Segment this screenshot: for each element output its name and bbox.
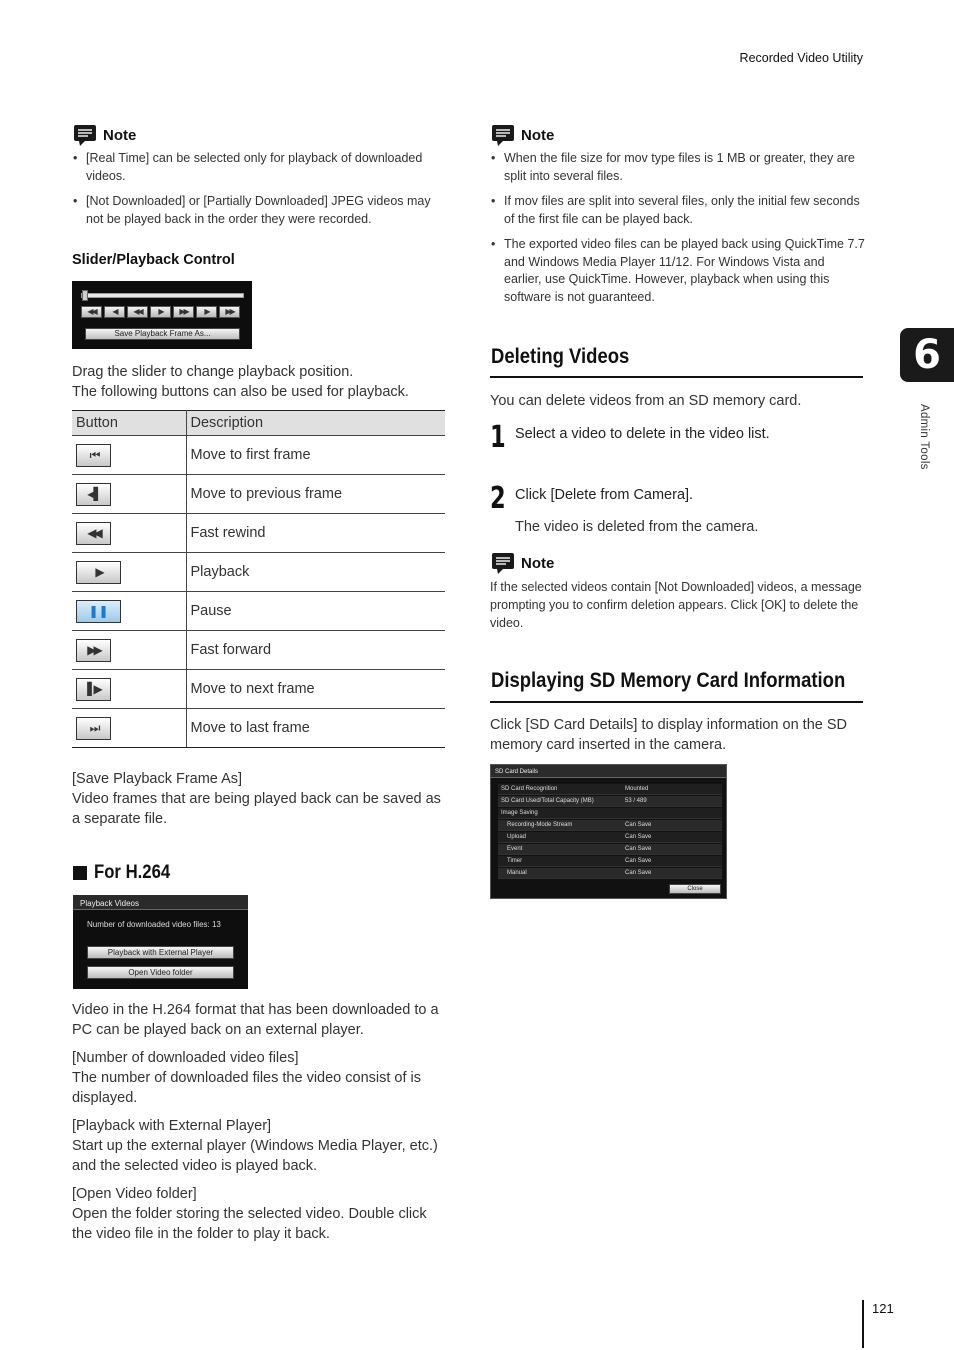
table-cell-description: Move to next frame: [186, 670, 445, 709]
playback-slider-handle[interactable]: [82, 290, 88, 301]
note-icon: [73, 124, 97, 146]
table-cell-description: Playback: [186, 553, 445, 592]
pause-icon: ❚❚: [76, 600, 121, 623]
note-heading: [491, 124, 554, 146]
sd-row-value: Can Save: [625, 834, 652, 840]
table-row: [72, 592, 445, 631]
table-cell-description: Pause: [186, 592, 445, 631]
sd-row-value: Can Save: [625, 858, 652, 864]
slider-heading: Slider/Playback Control: [72, 252, 235, 268]
chapter-label: Admin Tools: [918, 404, 930, 470]
fast-forward-icon: ▶▶: [76, 639, 111, 662]
deleting-intro: You can delete videos from an SD memory card.: [490, 393, 802, 409]
h264-text: Video in the H.264 format that has been downloaded to a PC can be played back on an external player.: [72, 1002, 439, 1038]
sd-row: [498, 856, 722, 867]
note-icon: [491, 124, 515, 146]
playback-external-player-button[interactable]: Playback with External Player: [87, 946, 234, 959]
sd-row: [498, 808, 722, 819]
note-item: • When the file size for mov type files is 1 MB or greater, they are split into several files.: [490, 150, 865, 185]
table-row: [72, 670, 445, 709]
footer-rule: [862, 1300, 864, 1348]
close-button[interactable]: Close: [669, 884, 721, 894]
def-text: Open the folder storing the selected video. Double click the video file in the folder to play it back.: [72, 1206, 427, 1242]
drag-text: Drag the slider to change playback position.: [72, 364, 354, 380]
table-cell-description: Move to last frame: [186, 709, 445, 748]
note-list: [72, 150, 447, 236]
save-playback-frame-button[interactable]: Save Playback Frame As...: [85, 328, 240, 340]
sd-row-key: SD Card Used/Total Capacity (MB): [501, 798, 594, 804]
step-result: The video is deleted from the camera.: [515, 519, 759, 535]
sd-row: [498, 820, 722, 831]
save-frame-term: [Save Playback Frame As]: [72, 771, 243, 787]
note-title: Note: [103, 126, 137, 144]
table-cell-description: Fast forward: [186, 631, 445, 670]
fast-rewind-icon: ◀◀: [76, 522, 111, 545]
page-number: 121: [872, 1301, 894, 1316]
dialog-title: SD Card Details: [491, 765, 726, 778]
sd-row-value: Can Save: [625, 870, 652, 876]
square-bullet-icon: [73, 866, 87, 880]
next-frame-icon[interactable]: ▶: [196, 306, 217, 318]
note-title: Note: [521, 126, 555, 144]
sd-row: [498, 784, 722, 795]
sd-row: [498, 796, 722, 807]
note-text: If the selected videos contain [Not Downloaded] videos, a message prompting you to confirm deletion appears. Click [OK] to delete the video.: [490, 580, 862, 630]
step-number: 2: [490, 481, 506, 516]
note-heading: [73, 124, 136, 146]
running-header: Recorded Video Utility: [739, 51, 863, 65]
note-item: • The exported video files can be played back using QuickTime 7.7 and Windows Media Player 11/12. For Windows Vista and earlier, use QuickTime. However, playback when using this software is not guaranteed.: [490, 236, 865, 306]
section-rule: [490, 376, 863, 378]
note-item: • [Real Time] can be selected only for playback of downloaded videos.: [72, 150, 447, 185]
open-video-folder-button[interactable]: Open Video folder: [87, 966, 234, 979]
sd-row-key: Image Saving: [501, 810, 538, 816]
note-item: • If mov files are split into several files, only the initial few seconds of the first file can be played back.: [490, 193, 865, 228]
table-row: [72, 475, 445, 514]
sd-info-heading: Displaying SD Memory Card Information: [491, 669, 846, 692]
deleting-videos-heading: Deleting Videos: [491, 345, 630, 368]
note-icon: [491, 552, 515, 574]
first-frame-icon[interactable]: ◀◀: [81, 306, 102, 318]
def-text: Start up the external player (Windows Media Player, etc.) and the selected video is played back.: [72, 1138, 438, 1174]
table-row: [72, 553, 445, 592]
step-number: 1: [490, 420, 506, 455]
sd-row: [498, 844, 722, 855]
playback-videos-screenshot: [73, 895, 248, 989]
table-cell-description: Move to first frame: [186, 436, 445, 475]
save-frame-text: Video frames that are being played back can be saved as a separate file.: [72, 791, 441, 827]
note-list: [490, 150, 865, 314]
step-text: Click [Delete from Camera].: [515, 487, 694, 503]
h264-heading: [73, 862, 181, 884]
section-rule: [490, 701, 863, 703]
playback-slider-track[interactable]: [81, 293, 244, 298]
last-frame-icon: ⏭: [76, 717, 111, 740]
previous-frame-icon: ◀▌: [76, 483, 111, 506]
sd-row-value: Mounted: [625, 786, 649, 792]
first-frame-icon: ⏮: [76, 444, 111, 467]
sd-row-key: Timer: [507, 858, 523, 864]
downloaded-count: Number of downloaded video files: 13: [87, 920, 221, 929]
table-row: [72, 631, 445, 670]
sd-row-key: Upload: [507, 834, 527, 840]
fast-rewind-icon[interactable]: ◀◀: [127, 306, 148, 318]
sd-row-key: Manual: [507, 870, 527, 876]
note-title: Note: [521, 554, 555, 572]
sd-row-key: SD Card Recognition: [501, 786, 558, 792]
table-header-description: Description: [186, 411, 445, 436]
previous-frame-icon[interactable]: ◀: [104, 306, 125, 318]
sd-row-value: 53 / 489: [625, 798, 647, 804]
playback-button-row: [81, 306, 240, 318]
def-text: The number of downloaded files the video consist of is displayed.: [72, 1070, 422, 1106]
sd-row-value: Can Save: [625, 846, 652, 852]
def-term: [Playback with External Player]: [72, 1118, 272, 1134]
table-header-button: Button: [72, 411, 186, 436]
sd-row: [498, 832, 722, 843]
sd-row-value: Can Save: [625, 822, 652, 828]
note-heading: [491, 552, 554, 574]
playback-control-screenshot: [72, 281, 252, 349]
chapter-tab: 6: [900, 328, 954, 382]
def-term: [Open Video folder]: [72, 1186, 197, 1202]
play-icon: ▶: [76, 561, 121, 584]
def-term: [Number of downloaded video files]: [72, 1050, 299, 1066]
step-text: Select a video to delete in the video list.: [515, 426, 770, 442]
table-cell-description: Move to previous frame: [186, 475, 445, 514]
sd-row: [498, 868, 722, 879]
play-icon[interactable]: ▶: [150, 306, 171, 318]
next-frame-icon: ▌▶: [76, 678, 111, 701]
note-item: • [Not Downloaded] or [Partially Downloaded] JPEG videos may not be played back in the order they were recorded.: [72, 193, 447, 228]
h264-heading-text: For H.264: [94, 862, 171, 883]
table-row: [72, 709, 445, 748]
last-frame-icon[interactable]: ▶▶: [219, 306, 240, 318]
sd-row-key: Recording-Mode Stream: [507, 822, 573, 828]
sd-info-text: Click [SD Card Details] to display information on the SD memory card inserted in the camera.: [490, 717, 848, 753]
fast-forward-icon[interactable]: ▶▶: [173, 306, 194, 318]
playback-buttons-table: [72, 410, 445, 748]
table-row: [72, 514, 445, 553]
table-cell-description: Fast rewind: [186, 514, 445, 553]
sd-row-key: Event: [507, 846, 523, 852]
dialog-title: Playback Videos: [73, 895, 248, 910]
table-row: [72, 436, 445, 475]
sd-card-details-screenshot: [490, 764, 727, 899]
following-text: The following buttons can also be used for playback.: [72, 384, 409, 400]
